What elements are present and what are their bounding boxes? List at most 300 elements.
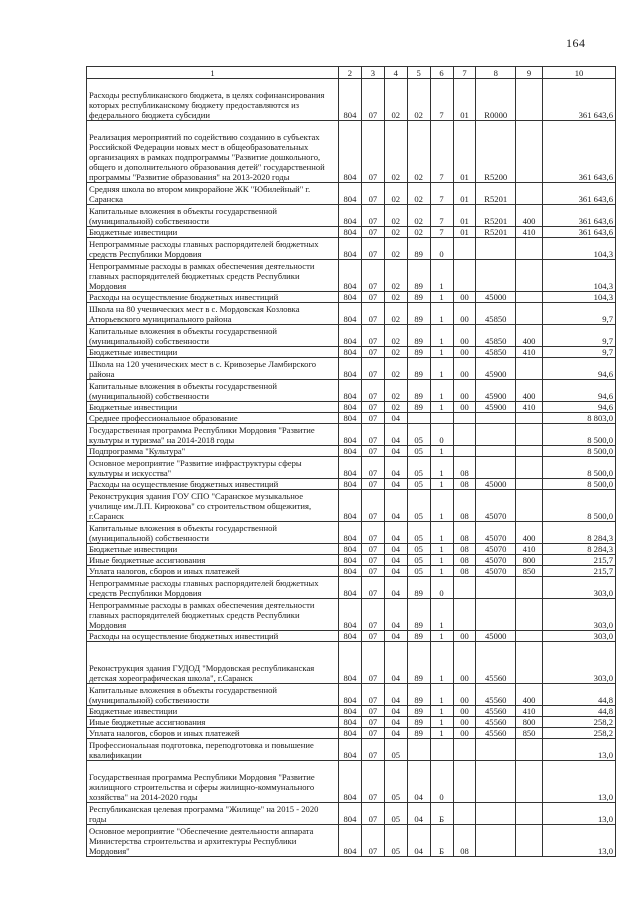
code-ministry: 804: [339, 303, 362, 325]
code-section: 07: [361, 728, 384, 739]
code-section: 07: [361, 599, 384, 631]
row-amount: 258,2: [543, 728, 616, 739]
code-expense-type: [516, 424, 543, 446]
code-measure: 08: [453, 544, 476, 555]
code-expense-type: 850: [516, 566, 543, 577]
code-measure: [453, 803, 476, 825]
table-row: [87, 717, 616, 728]
code-direction: [476, 446, 516, 457]
row-amount: 8 284,3: [543, 544, 616, 555]
code-ministry: 804: [339, 79, 362, 121]
code-section: 07: [361, 555, 384, 566]
row-amount: 8 500,0: [543, 424, 616, 446]
code-subsection: 05: [384, 761, 407, 803]
row-description: Республиканская целевая программа "Жилище" на 2015 - 2020 годы: [87, 803, 339, 825]
code-subprogram: 1: [430, 706, 453, 717]
code-section: 07: [361, 457, 384, 479]
code-direction: R5201: [476, 227, 516, 238]
code-program: 04: [407, 803, 430, 825]
table-row: [87, 380, 616, 402]
row-amount: 104,3: [543, 292, 616, 303]
code-subprogram: 1: [430, 631, 453, 642]
code-subprogram: 1: [430, 347, 453, 358]
code-direction: 45070: [476, 490, 516, 522]
code-measure: 08: [453, 522, 476, 544]
row-amount: 94,6: [543, 358, 616, 380]
code-subprogram: 1: [430, 684, 453, 706]
code-subprogram: 1: [430, 358, 453, 380]
code-measure: [453, 577, 476, 599]
code-measure: 08: [453, 457, 476, 479]
row-amount: 361 643,6: [543, 121, 616, 183]
table-row: [87, 358, 616, 380]
row-amount: 44,8: [543, 684, 616, 706]
code-subsection: 02: [384, 358, 407, 380]
code-subsection: 02: [384, 347, 407, 358]
code-expense-type: 410: [516, 544, 543, 555]
code-expense-type: [516, 413, 543, 424]
code-ministry: 804: [339, 803, 362, 825]
code-subsection: 04: [384, 424, 407, 446]
code-subsection: 05: [384, 803, 407, 825]
row-description: Реализация мероприятий по содействию созданию в субъектах Российской Федерации новых мест в общеобразовательных организациях в рамках подпрограммы "Развитие дошкольного, общего и дополнительного образования детей" государственной программы "Развитие образования" на 2013-2020 годы: [87, 121, 339, 183]
code-measure: [453, 238, 476, 260]
code-measure: 00: [453, 303, 476, 325]
code-section: 07: [361, 544, 384, 555]
row-amount: 361 643,6: [543, 183, 616, 205]
row-amount: 8 500,0: [543, 479, 616, 490]
code-direction: 45560: [476, 717, 516, 728]
table-row: [87, 642, 616, 684]
row-description: Среднее профессиональное образование: [87, 413, 339, 424]
code-program: 02: [407, 227, 430, 238]
code-expense-type: [516, 577, 543, 599]
row-amount: 8 500,0: [543, 490, 616, 522]
code-direction: [476, 577, 516, 599]
code-measure: [453, 599, 476, 631]
code-ministry: 804: [339, 292, 362, 303]
code-subprogram: 0: [430, 424, 453, 446]
code-section: 07: [361, 566, 384, 577]
code-measure: 00: [453, 631, 476, 642]
code-expense-type: [516, 121, 543, 183]
code-direction: 45850: [476, 347, 516, 358]
table-row: [87, 79, 616, 121]
code-ministry: 804: [339, 522, 362, 544]
row-description: Государственная программа Республики Мордовия "Развитие культуры и туризма" на 2014-2018 годы: [87, 424, 339, 446]
column-header: 7: [453, 67, 476, 79]
code-expense-type: 410: [516, 402, 543, 413]
row-amount: 361 643,6: [543, 79, 616, 121]
code-subsection: 02: [384, 402, 407, 413]
code-subprogram: 0: [430, 761, 453, 803]
code-program: 89: [407, 599, 430, 631]
row-description: Непрограммные расходы главных распорядителей бюджетных средств Республики Мордовия: [87, 577, 339, 599]
code-subsection: 02: [384, 205, 407, 227]
row-amount: 44,8: [543, 706, 616, 717]
row-description: Подпрограмма "Культура": [87, 446, 339, 457]
code-expense-type: [516, 490, 543, 522]
row-description: Бюджетные инвестиции: [87, 402, 339, 413]
code-measure: 08: [453, 566, 476, 577]
table-row: [87, 260, 616, 292]
row-description: Расходы на осуществление бюджетных инвестиций: [87, 631, 339, 642]
code-subprogram: 0: [430, 577, 453, 599]
table-row: [87, 424, 616, 446]
code-program: 04: [407, 761, 430, 803]
row-amount: 8 803,0: [543, 413, 616, 424]
code-ministry: 804: [339, 544, 362, 555]
column-header: 9: [516, 67, 543, 79]
code-direction: [476, 260, 516, 292]
code-direction: 45070: [476, 522, 516, 544]
code-subprogram: Б: [430, 825, 453, 857]
code-measure: [453, 739, 476, 761]
row-amount: 104,3: [543, 238, 616, 260]
table-row: [87, 183, 616, 205]
code-program: [407, 739, 430, 761]
code-expense-type: 400: [516, 522, 543, 544]
code-expense-type: [516, 457, 543, 479]
code-program: 02: [407, 205, 430, 227]
table-row: [87, 706, 616, 717]
row-description: Иные бюджетные ассигнования: [87, 555, 339, 566]
row-description: Капитальные вложения в объекты государственной (муниципальной) собственности: [87, 522, 339, 544]
code-subsection: 04: [384, 631, 407, 642]
code-expense-type: 410: [516, 706, 543, 717]
code-ministry: 804: [339, 380, 362, 402]
column-header: 8: [476, 67, 516, 79]
code-section: 07: [361, 183, 384, 205]
code-direction: 45900: [476, 380, 516, 402]
code-section: 07: [361, 380, 384, 402]
code-subsection: 04: [384, 577, 407, 599]
code-section: 07: [361, 577, 384, 599]
code-subprogram: 1: [430, 292, 453, 303]
code-subsection: 04: [384, 413, 407, 424]
row-amount: 13,0: [543, 739, 616, 761]
row-description: Непрограммные расходы в рамках обеспечения деятельности главных распорядителей бюджетных средств Республики Мордовия: [87, 599, 339, 631]
table-row: [87, 522, 616, 544]
code-ministry: 804: [339, 728, 362, 739]
code-subprogram: 1: [430, 380, 453, 402]
row-amount: 215,7: [543, 555, 616, 566]
code-measure: 00: [453, 706, 476, 717]
code-subprogram: 1: [430, 303, 453, 325]
code-subsection: 02: [384, 227, 407, 238]
code-subprogram: 1: [430, 544, 453, 555]
code-section: 07: [361, 803, 384, 825]
code-program: 05: [407, 479, 430, 490]
row-amount: 94,6: [543, 402, 616, 413]
row-description: Уплата налогов, сборов и иных платежей: [87, 728, 339, 739]
table-row: [87, 555, 616, 566]
code-measure: 00: [453, 292, 476, 303]
table-row: [87, 577, 616, 599]
code-measure: 08: [453, 479, 476, 490]
code-section: 07: [361, 347, 384, 358]
table-row: [87, 402, 616, 413]
code-expense-type: [516, 599, 543, 631]
code-direction: 45070: [476, 555, 516, 566]
code-program: 89: [407, 728, 430, 739]
code-section: 07: [361, 424, 384, 446]
code-ministry: 804: [339, 183, 362, 205]
row-amount: 303,0: [543, 577, 616, 599]
code-program: 89: [407, 684, 430, 706]
code-subsection: 04: [384, 717, 407, 728]
code-measure: 08: [453, 490, 476, 522]
row-amount: 94,6: [543, 380, 616, 402]
code-ministry: 804: [339, 446, 362, 457]
page-number: 164: [566, 36, 586, 50]
code-measure: 00: [453, 642, 476, 684]
row-description: Расходы на осуществление бюджетных инвестиций: [87, 292, 339, 303]
code-section: 07: [361, 402, 384, 413]
table-row: [87, 684, 616, 706]
code-direction: [476, 599, 516, 631]
code-ministry: 804: [339, 717, 362, 728]
code-expense-type: [516, 631, 543, 642]
code-direction: 45000: [476, 631, 516, 642]
code-program: 05: [407, 446, 430, 457]
code-expense-type: 400: [516, 684, 543, 706]
code-measure: 00: [453, 728, 476, 739]
code-subsection: 02: [384, 260, 407, 292]
code-ministry: 804: [339, 706, 362, 717]
code-subprogram: 1: [430, 717, 453, 728]
code-measure: 01: [453, 79, 476, 121]
code-subsection: 02: [384, 325, 407, 347]
code-subsection: 02: [384, 121, 407, 183]
row-description: Бюджетные инвестиции: [87, 706, 339, 717]
code-subsection: 02: [384, 292, 407, 303]
code-expense-type: 410: [516, 347, 543, 358]
code-direction: [476, 761, 516, 803]
row-description: Расходы республиканского бюджета, в целях софинансирования которых республиканскому бюджету предоставляются из федерального бюджета субсидии: [87, 79, 339, 121]
code-expense-type: [516, 761, 543, 803]
table-row: [87, 205, 616, 227]
code-ministry: 804: [339, 479, 362, 490]
table-row: [87, 566, 616, 577]
table-row: [87, 303, 616, 325]
code-subsection: 04: [384, 566, 407, 577]
column-header: 5: [407, 67, 430, 79]
row-description: Школа на 120 ученических мест в с. Кривозерье Ламбирского района: [87, 358, 339, 380]
code-section: 07: [361, 303, 384, 325]
code-expense-type: [516, 358, 543, 380]
code-subprogram: 7: [430, 121, 453, 183]
row-description: Уплата налогов, сборов и иных платежей: [87, 566, 339, 577]
row-amount: 303,0: [543, 631, 616, 642]
code-expense-type: 400: [516, 380, 543, 402]
code-expense-type: [516, 260, 543, 292]
row-description: Реконструкция здания ГУДОД "Мордовская республиканская детская хореографическая школа", г.Саранск: [87, 642, 339, 684]
row-amount: 361 643,6: [543, 227, 616, 238]
code-program: 89: [407, 717, 430, 728]
code-section: 07: [361, 522, 384, 544]
code-expense-type: 410: [516, 227, 543, 238]
code-subsection: 04: [384, 684, 407, 706]
code-program: 05: [407, 544, 430, 555]
code-ministry: 804: [339, 684, 362, 706]
code-subprogram: 1: [430, 490, 453, 522]
code-ministry: 804: [339, 555, 362, 566]
code-direction: 45560: [476, 684, 516, 706]
code-expense-type: 800: [516, 555, 543, 566]
code-subprogram: 1: [430, 479, 453, 490]
code-direction: 45070: [476, 566, 516, 577]
code-section: 07: [361, 79, 384, 121]
code-subsection: 04: [384, 490, 407, 522]
code-section: 07: [361, 684, 384, 706]
code-section: 07: [361, 642, 384, 684]
code-direction: [476, 238, 516, 260]
code-ministry: 804: [339, 413, 362, 424]
column-header: 3: [361, 67, 384, 79]
table-row: [87, 479, 616, 490]
table-row: [87, 728, 616, 739]
row-description: Расходы на осуществление бюджетных инвестиций: [87, 479, 339, 490]
code-program: 05: [407, 424, 430, 446]
row-description: Капитальные вложения в объекты государственной (муниципальной) собственности: [87, 380, 339, 402]
code-section: 07: [361, 717, 384, 728]
code-ministry: 804: [339, 825, 362, 857]
code-ministry: 804: [339, 642, 362, 684]
code-ministry: 804: [339, 227, 362, 238]
code-direction: 45900: [476, 402, 516, 413]
code-ministry: 804: [339, 739, 362, 761]
code-expense-type: [516, 292, 543, 303]
row-amount: 8 500,0: [543, 457, 616, 479]
code-ministry: 804: [339, 631, 362, 642]
code-section: 07: [361, 825, 384, 857]
code-direction: 45000: [476, 479, 516, 490]
code-ministry: 804: [339, 347, 362, 358]
code-expense-type: [516, 303, 543, 325]
code-section: 07: [361, 227, 384, 238]
code-subsection: 05: [384, 825, 407, 857]
code-subsection: 04: [384, 522, 407, 544]
code-subprogram: 1: [430, 599, 453, 631]
code-measure: [453, 424, 476, 446]
code-direction: R5200: [476, 121, 516, 183]
table-row: [87, 825, 616, 857]
row-description: Непрограммные расходы в рамках обеспечения деятельности главных распорядителей бюджетных средств Республики Мордовия: [87, 260, 339, 292]
code-ministry: 804: [339, 577, 362, 599]
code-program: 89: [407, 347, 430, 358]
code-program: 89: [407, 358, 430, 380]
code-measure: 01: [453, 121, 476, 183]
column-header: 6: [430, 67, 453, 79]
row-description: Реконструкция здания ГОУ СПО "Саранское музыкальное училище им.Л.П. Кирюкова" со строительством общежития, г.Саранск: [87, 490, 339, 522]
code-subsection: 04: [384, 555, 407, 566]
code-direction: 45850: [476, 303, 516, 325]
code-ministry: 804: [339, 402, 362, 413]
code-measure: 01: [453, 205, 476, 227]
code-direction: [476, 413, 516, 424]
code-section: 07: [361, 446, 384, 457]
code-measure: 00: [453, 717, 476, 728]
code-expense-type: [516, 446, 543, 457]
code-measure: 00: [453, 402, 476, 413]
table-row: [87, 544, 616, 555]
row-description: Капитальные вложения в объекты государственной (муниципальной) собственности: [87, 325, 339, 347]
code-subprogram: [430, 413, 453, 424]
code-subsection: 04: [384, 446, 407, 457]
code-ministry: 804: [339, 238, 362, 260]
table-row: [87, 739, 616, 761]
column-header-row: [87, 67, 616, 79]
code-subprogram: [430, 739, 453, 761]
table-row: [87, 446, 616, 457]
row-amount: 8 500,0: [543, 446, 616, 457]
code-ministry: 804: [339, 457, 362, 479]
code-subprogram: Б: [430, 803, 453, 825]
code-subsection: 02: [384, 238, 407, 260]
code-direction: [476, 457, 516, 479]
code-direction: [476, 825, 516, 857]
code-subprogram: 1: [430, 642, 453, 684]
code-subsection: 04: [384, 544, 407, 555]
code-subsection: 04: [384, 706, 407, 717]
code-expense-type: [516, 642, 543, 684]
row-amount: 8 284,3: [543, 522, 616, 544]
table-row: [87, 121, 616, 183]
row-amount: 104,3: [543, 260, 616, 292]
code-ministry: 804: [339, 490, 362, 522]
code-program: 04: [407, 825, 430, 857]
code-program: 05: [407, 566, 430, 577]
code-program: 05: [407, 555, 430, 566]
code-measure: [453, 761, 476, 803]
code-ministry: 804: [339, 566, 362, 577]
code-subsection: 02: [384, 303, 407, 325]
code-direction: 45560: [476, 706, 516, 717]
row-description: Капитальные вложения в объекты государственной (муниципальной) собственности: [87, 205, 339, 227]
code-ministry: 804: [339, 358, 362, 380]
code-subprogram: 1: [430, 457, 453, 479]
code-subprogram: 7: [430, 227, 453, 238]
code-program: 89: [407, 380, 430, 402]
row-description: Государственная программа Республики Мордовия "Развитие жилищного строительства и сферы жилищно-коммунального хозяйства" на 2014-2020 годы: [87, 761, 339, 803]
code-program: [407, 413, 430, 424]
table-row: [87, 599, 616, 631]
code-measure: 01: [453, 183, 476, 205]
code-measure: 00: [453, 325, 476, 347]
table-row: [87, 761, 616, 803]
code-measure: 01: [453, 227, 476, 238]
row-description: Школа на 80 ученических мест в с. Мордовская Козловка Атюрьевского муниципального района: [87, 303, 339, 325]
table-row: [87, 490, 616, 522]
code-program: 89: [407, 238, 430, 260]
table-row: [87, 457, 616, 479]
code-direction: 45560: [476, 728, 516, 739]
budget-table: [86, 66, 616, 857]
code-measure: 00: [453, 347, 476, 358]
code-section: 07: [361, 292, 384, 303]
row-description: Непрограммные расходы главных распорядителей бюджетных средств Республики Мордовия: [87, 238, 339, 260]
row-description: Основное мероприятие "Обеспечение деятельности аппарата Министерства строительства и архитектуры Республики Мордовия": [87, 825, 339, 857]
row-description: Капитальные вложения в объекты государственной (муниципальной) собственности: [87, 684, 339, 706]
code-section: 07: [361, 739, 384, 761]
table-body: [87, 79, 616, 857]
code-subprogram: 1: [430, 566, 453, 577]
row-description: Бюджетные инвестиции: [87, 347, 339, 358]
row-description: Средняя школа во втором микрорайоне ЖК "Юбилейный" г. Саранска: [87, 183, 339, 205]
code-subprogram: 1: [430, 260, 453, 292]
code-direction: 45000: [476, 292, 516, 303]
